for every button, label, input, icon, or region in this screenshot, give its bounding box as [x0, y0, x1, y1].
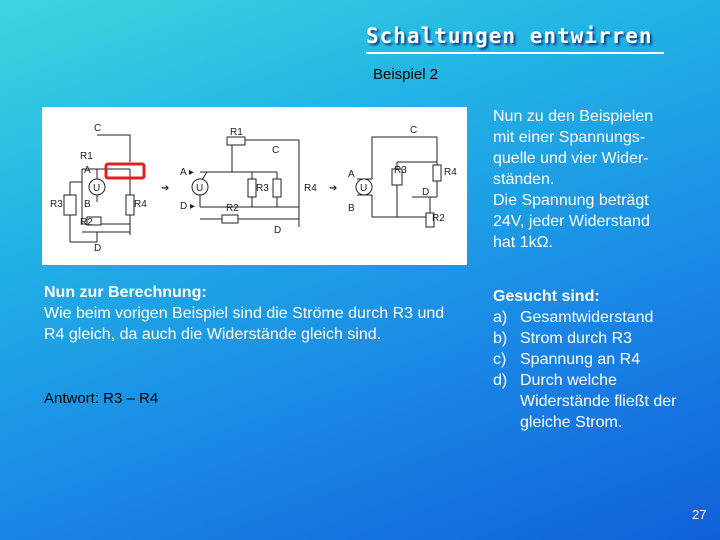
answer-text: Antwort: R3 – R4 [44, 390, 159, 407]
description-text [493, 106, 693, 253]
list-item-text: Durch welche Widerstände fließt der gleiche Strom. [520, 372, 677, 431]
c3-label-b: B [348, 203, 355, 214]
description-line: Nun zu den Beispielen [493, 108, 654, 125]
c1-label-r2: R2 [80, 217, 93, 228]
page-number: 27 [692, 507, 707, 522]
c1-label-b: B [84, 199, 91, 210]
c1-label-r4: R4 [134, 199, 147, 210]
c2-r3-resistor [248, 179, 256, 197]
title-underline [366, 52, 664, 54]
c2-label-c: C [272, 145, 280, 156]
calculation-heading: Nun zur Berechnung: [44, 284, 207, 301]
c1-label-a: A [84, 165, 91, 176]
c3-label-c: C [410, 125, 418, 136]
list-item-label: a) [493, 309, 508, 326]
c1-r4-resistor [126, 195, 134, 215]
slide-title: Schaltungen entwirren [366, 24, 653, 48]
c2-label-r1: R1 [230, 127, 243, 138]
description-line: quelle und vier Wider- [493, 150, 649, 167]
arrow-2-icon: ➔ [329, 183, 338, 194]
c2-label-r4: R4 [304, 183, 317, 194]
c2-label-u: U [196, 183, 204, 194]
c1-r3-resistor [64, 195, 76, 215]
list-item-text: Strom durch R3 [520, 330, 633, 347]
c3-label-r4: R4 [444, 167, 457, 178]
calculation-body: Wie beim vorigen Beispiel sind die Ströme durch R3 und R4 gleich, da auch die Widerstände gleich sind. [44, 305, 445, 343]
c2-label-r3: R3 [256, 183, 269, 194]
c1-label-u: U [93, 183, 101, 194]
list-item-text: Spannung an R4 [520, 351, 641, 368]
list-item [493, 307, 703, 328]
c3-r4-resistor [433, 165, 441, 181]
questions-list [493, 307, 703, 433]
c1-wire-top [97, 135, 130, 162]
questions-heading: Gesucht sind: [493, 288, 600, 305]
slide-subtitle: Beispiel 2 [373, 66, 439, 83]
c2-label-a: A ▸ [180, 167, 194, 178]
c3-label-r2: R2 [432, 213, 445, 224]
c1-label-r3: R3 [50, 199, 63, 210]
description-line: mit einer Spannungs- [493, 129, 646, 146]
c3-label-a: A [348, 169, 355, 180]
description-line: ständen. [493, 171, 555, 188]
c2-label-d: D ▸ [180, 201, 196, 212]
c3-label-r3: R3 [394, 165, 407, 176]
c2-label-r2: R2 [226, 203, 239, 214]
circuit-diagram-panel [42, 107, 467, 265]
calculation-section [44, 282, 464, 345]
c1-label-r1: R1 [80, 151, 93, 162]
list-item [493, 370, 703, 433]
list-item-label: d) [493, 372, 508, 389]
questions-section [493, 286, 703, 433]
c3-label-d: D [422, 187, 430, 198]
c1-label-d: D [94, 243, 102, 254]
description-line: hat 1kΩ. [493, 234, 553, 251]
c2-label-d-bottom: D [274, 225, 282, 236]
list-item [493, 328, 703, 349]
c2-r1-resistor [227, 137, 245, 145]
c2-r2-resistor [222, 215, 238, 223]
c1-highlight [106, 164, 144, 178]
circuit-diagram [42, 107, 467, 265]
arrow-1-icon: ➔ [161, 183, 170, 194]
c1-label-c: C [94, 123, 102, 134]
description-line: 24V, jeder Widerstand [493, 213, 650, 230]
c3-label-u: U [360, 183, 368, 194]
description-line: Die Spannung beträgt [493, 192, 649, 209]
list-item-text: Gesamtwiderstand [520, 309, 654, 326]
list-item-label: c) [493, 351, 507, 368]
list-item-label: b) [493, 330, 508, 347]
c2-r4-resistor [273, 179, 281, 197]
list-item [493, 349, 703, 370]
